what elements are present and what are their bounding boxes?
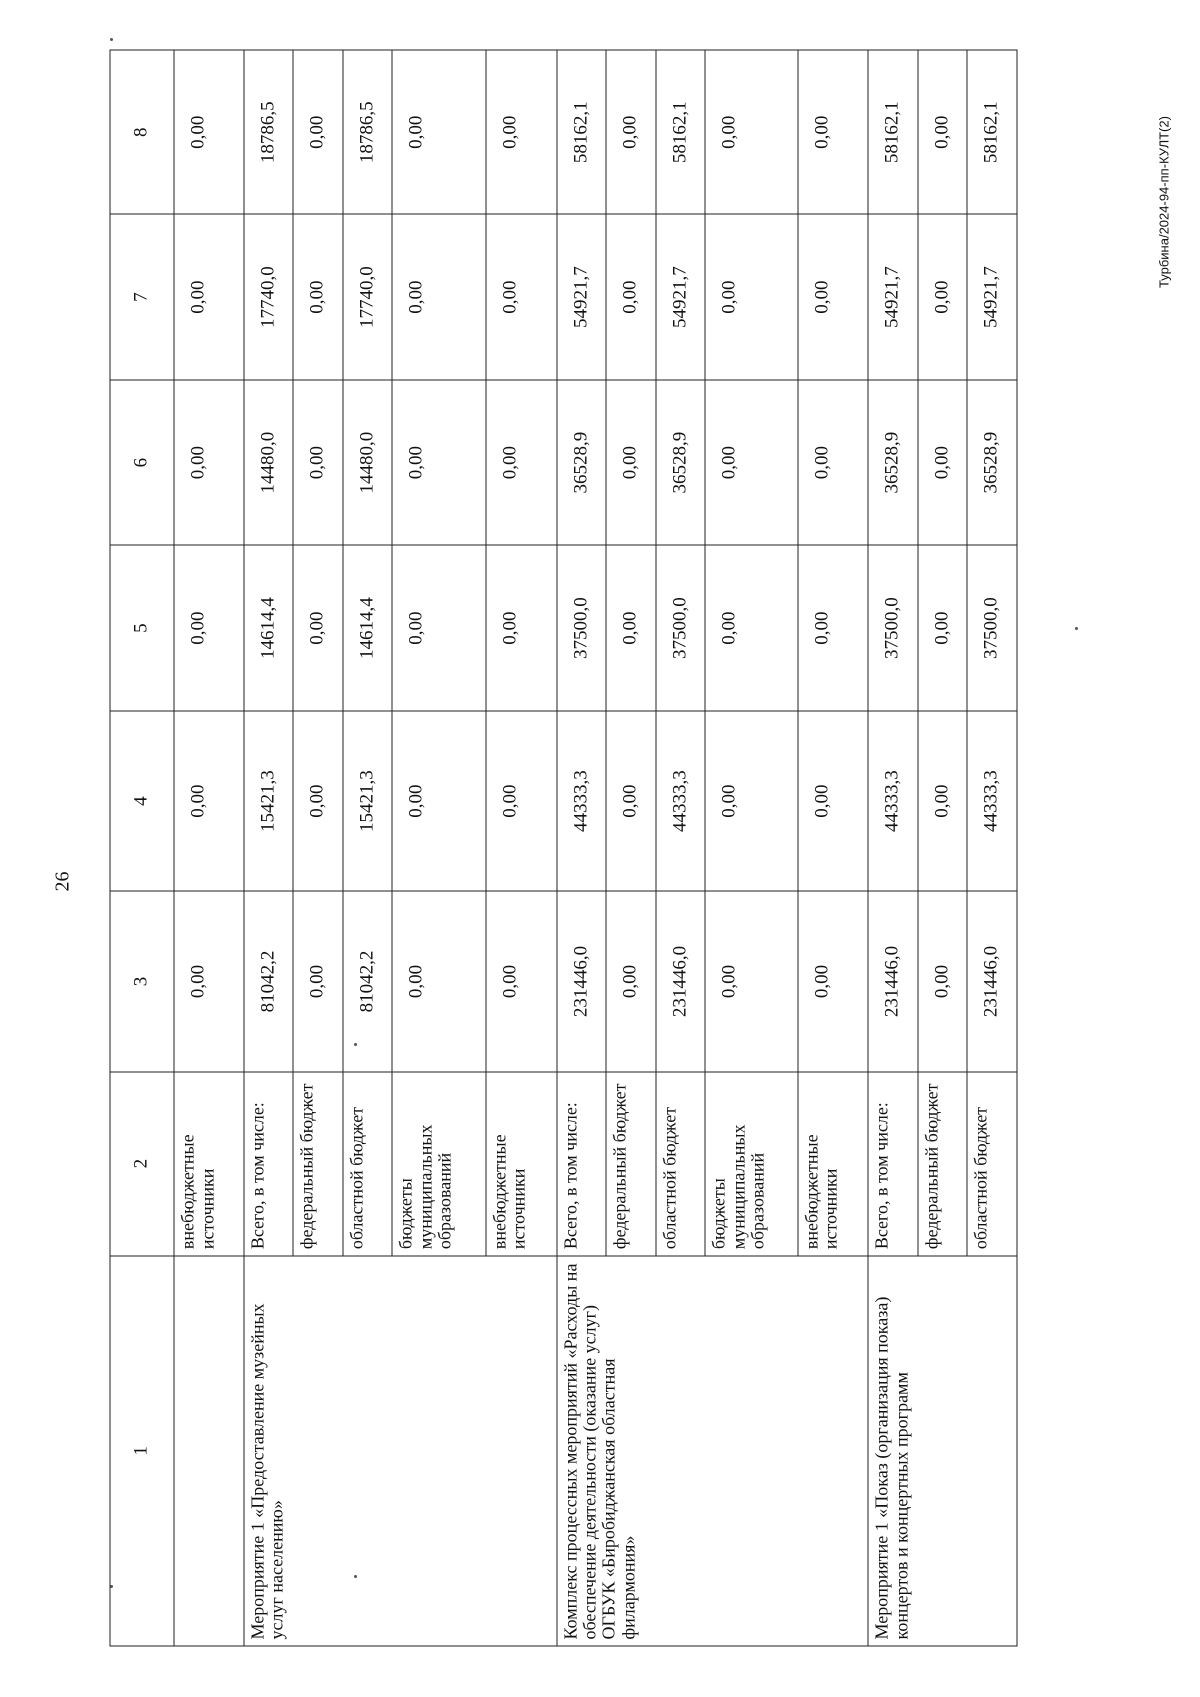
value-cell: 0,00 [797, 380, 868, 546]
value-cell: 231446,0 [967, 891, 1017, 1071]
value-cell: 0,00 [606, 891, 656, 1071]
value-cell: 36528,9 [556, 380, 606, 546]
header-cell: 7 [110, 214, 174, 380]
value-cell: 0,00 [917, 711, 967, 891]
value-cell: 37500,0 [868, 545, 918, 711]
document-code [1156, 102, 1172, 302]
value-cell: 0,00 [797, 214, 868, 380]
value-cell: 44333,3 [967, 711, 1017, 891]
value-cell: 0,00 [917, 380, 967, 546]
header-row [110, 50, 174, 1646]
value-cell: 14614,4 [243, 545, 293, 711]
value-cell: 231446,0 [556, 891, 606, 1071]
value-cell: 0,00 [392, 891, 486, 1071]
value-cell: 0,00 [293, 50, 343, 214]
value-cell: 0,00 [917, 214, 967, 380]
value-cell: 0,00 [606, 545, 656, 711]
value-cell: 0,00 [174, 50, 244, 214]
document-code-text: Турбина/2024-94-пп-КУЛТ(2) [1156, 116, 1172, 288]
value-cell: 0,00 [705, 214, 798, 380]
value-cell: 17740,0 [342, 214, 392, 380]
source-cell: федеральный бюджет [917, 1072, 967, 1256]
header-cell: 4 [110, 711, 174, 891]
value-cell: 0,00 [174, 545, 244, 711]
table-row [243, 50, 293, 1646]
value-cell: 0,00 [917, 50, 967, 214]
value-cell: 36528,9 [967, 380, 1017, 546]
header-cell: 8 [110, 50, 174, 214]
value-cell: 0,00 [705, 50, 798, 214]
source-cell: Всего, в том числе: [243, 1072, 293, 1256]
value-cell: 0,00 [174, 380, 244, 546]
source-cell: Всего, в том числе: [868, 1072, 918, 1256]
value-cell: 36528,9 [655, 380, 705, 546]
value-cell: 0,00 [486, 380, 557, 546]
page-number: 26 [51, 871, 73, 892]
value-cell: 0,00 [392, 711, 486, 891]
header-cell: 3 [110, 891, 174, 1071]
value-cell: 0,00 [392, 380, 486, 546]
value-cell: 54921,7 [967, 214, 1017, 380]
value-cell: 37500,0 [967, 545, 1017, 711]
value-cell: 58162,1 [655, 50, 705, 214]
source-cell: бюджеты муниципальных образований [392, 1072, 486, 1256]
value-cell: 0,00 [917, 891, 967, 1071]
value-cell: 0,00 [392, 545, 486, 711]
value-cell: 44333,3 [556, 711, 606, 891]
event-name-cell [174, 1256, 244, 1646]
value-cell: 14480,0 [243, 380, 293, 546]
table-row [868, 50, 918, 1646]
value-cell: 0,00 [392, 50, 486, 214]
value-cell: 0,00 [174, 711, 244, 891]
header-cell: 5 [110, 545, 174, 711]
scan-speck [1075, 627, 1078, 630]
value-cell: 58162,1 [868, 50, 918, 214]
value-cell: 0,00 [797, 711, 868, 891]
value-cell: 0,00 [486, 214, 557, 380]
value-cell: 0,00 [293, 214, 343, 380]
value-cell: 54921,7 [556, 214, 606, 380]
value-cell: 0,00 [293, 891, 343, 1071]
value-cell: 0,00 [293, 545, 343, 711]
value-cell: 231446,0 [868, 891, 918, 1071]
value-cell: 0,00 [606, 711, 656, 891]
value-cell: 81042,2 [243, 891, 293, 1071]
source-cell: внебюджетные источники [486, 1072, 557, 1256]
source-cell: областной бюджет [655, 1072, 705, 1256]
value-cell: 0,00 [606, 50, 656, 214]
value-cell: 0,00 [174, 891, 244, 1071]
value-cell: 231446,0 [655, 891, 705, 1071]
value-cell: 0,00 [797, 891, 868, 1071]
value-cell: 0,00 [392, 214, 486, 380]
value-cell: 54921,7 [655, 214, 705, 380]
value-cell: 54921,7 [868, 214, 918, 380]
value-cell: 15421,3 [243, 711, 293, 891]
value-cell: 0,00 [917, 545, 967, 711]
value-cell: 15421,3 [342, 711, 392, 891]
value-cell: 0,00 [705, 380, 798, 546]
value-cell: 0,00 [486, 50, 557, 214]
value-cell: 44333,3 [868, 711, 918, 891]
value-cell: 0,00 [705, 545, 798, 711]
header-cell: 6 [110, 380, 174, 546]
source-cell: внебюджетные источники [797, 1072, 868, 1256]
table-row [556, 50, 606, 1646]
event-name-cell: Мероприятие 1 «Показ (организация показа) концертов и концертных программ [868, 1256, 1017, 1646]
value-cell: 0,00 [293, 380, 343, 546]
value-cell: 0,00 [486, 891, 557, 1071]
value-cell: 0,00 [606, 380, 656, 546]
source-cell: внебюджетные источники [174, 1072, 244, 1256]
value-cell: 58162,1 [556, 50, 606, 214]
value-cell: 18786,5 [243, 50, 293, 214]
value-cell: 0,00 [797, 545, 868, 711]
value-cell: 0,00 [293, 711, 343, 891]
value-cell: 44333,3 [655, 711, 705, 891]
event-name-cell: Комплекс процессных мероприятий «Расходы на обеспечение деятельности (оказание услуг) ОГБУК «Биробиджанская областная филармония» [556, 1256, 868, 1646]
header-cell: 1 [110, 1256, 174, 1646]
budget-table [109, 50, 1017, 1647]
value-cell: 37500,0 [556, 545, 606, 711]
value-cell: 37500,0 [655, 545, 705, 711]
rotated-page [51, 50, 1017, 1647]
header-cell: 2 [110, 1072, 174, 1256]
source-cell: областной бюджет [967, 1072, 1017, 1256]
value-cell: 0,00 [606, 214, 656, 380]
source-cell: федеральный бюджет [606, 1072, 656, 1256]
value-cell: 0,00 [797, 50, 868, 214]
value-cell: 0,00 [705, 711, 798, 891]
value-cell: 0,00 [486, 545, 557, 711]
value-cell: 18786,5 [342, 50, 392, 214]
value-cell: 58162,1 [967, 50, 1017, 214]
value-cell: 14480,0 [342, 380, 392, 546]
value-cell: 81042,2 [342, 891, 392, 1071]
source-cell: Всего, в том числе: [556, 1072, 606, 1256]
event-name-cell: Мероприятие 1 «Предоставление музейных услуг населению» [243, 1256, 556, 1646]
source-cell: бюджеты муниципальных образований [705, 1072, 798, 1256]
table-row [174, 50, 244, 1646]
value-cell: 0,00 [174, 214, 244, 380]
source-cell: федеральный бюджет [293, 1072, 343, 1256]
value-cell: 14614,4 [342, 545, 392, 711]
source-cell: областной бюджет [342, 1072, 392, 1256]
value-cell: 0,00 [705, 891, 798, 1071]
value-cell: 17740,0 [243, 214, 293, 380]
value-cell: 0,00 [486, 711, 557, 891]
scan-speck [110, 38, 113, 41]
value-cell: 36528,9 [868, 380, 918, 546]
